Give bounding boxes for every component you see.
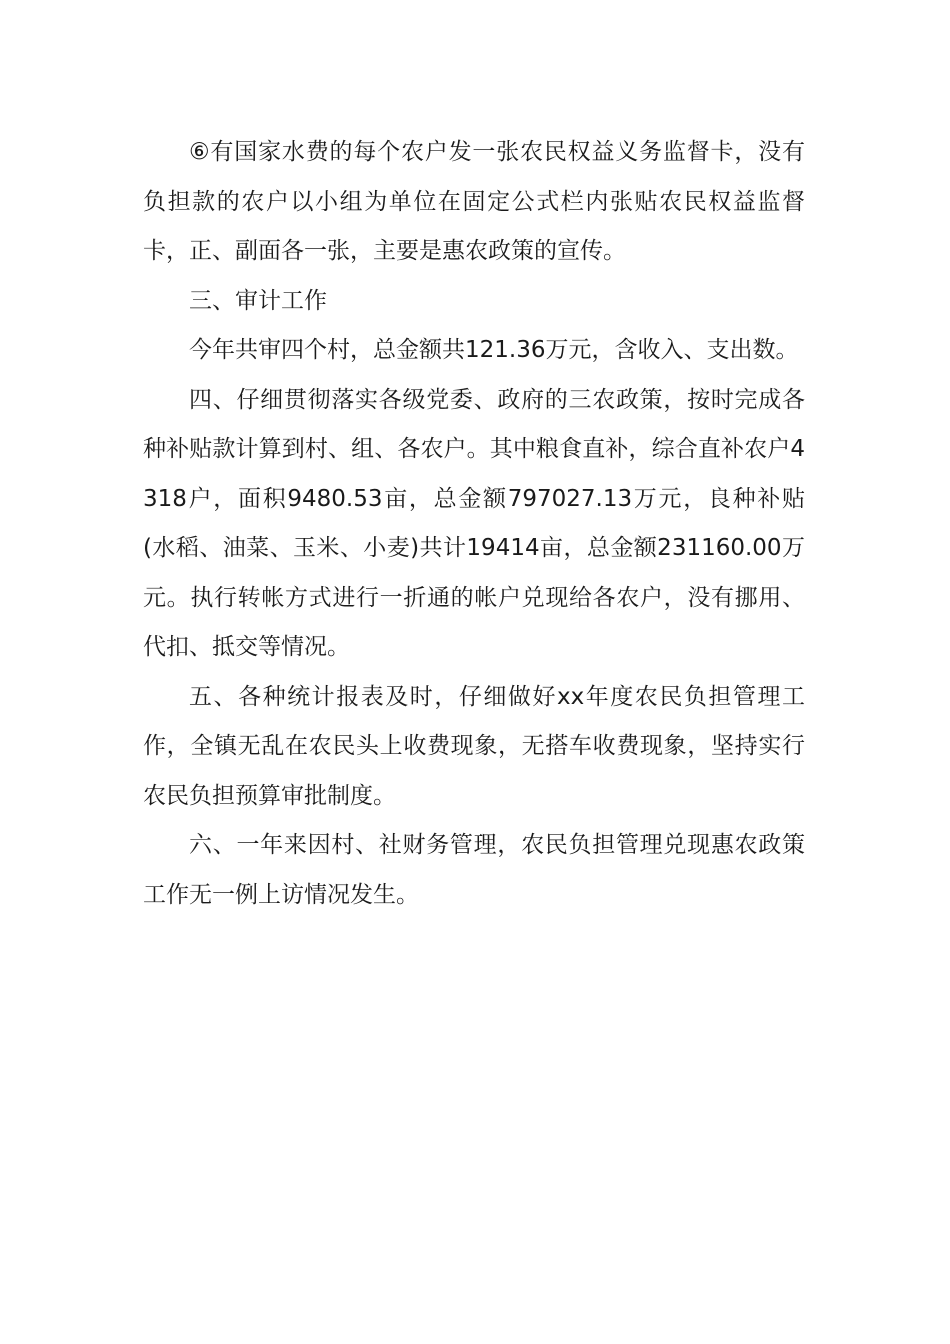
paragraph-statistics-reports: 五、各种统计报表及时，仔细做好xx年度农民负担管理工作，全镇无乱在农民头上收费现象，无搭车收费现象，坚持实行农民负担预算审批制度。 xyxy=(143,683,805,809)
document-body xyxy=(143,128,805,920)
paragraph-no-petitions: 六、一年来因村、社财务管理，农民负担管理兑现惠农政策工作无一例上访情况发生。 xyxy=(143,832,805,908)
section-heading-audit: 三、审计工作 xyxy=(189,287,327,314)
paragraph-supervision-card: ⑥有国家水费的每个农户发一张农民权益义务监督卡，没有负担款的农户以小组为单位在固定公式栏内张贴农民权益监督卡，正、副面各一张，主要是惠农政策的宣传。 xyxy=(143,139,805,264)
paragraph-audit-summary: 今年共审四个村，总金额共121.36万元，含收入、支出数。 xyxy=(189,337,799,363)
paragraph-subsidy-policy: 四、仔细贯彻落实各级党委、政府的三农政策，按时完成各种补贴款计算到村、组、各农户。其中粮食直补，综合直补农户4318户，面积9480.53亩，总金额797027.13万元，良种补贴(水稻、油菜、玉米、小麦)共计19414亩，总金额231160.00万元。执行转帐方式进行一折通的帐户兑现给各农户，没有挪用、代扣、抵交等情况。 xyxy=(143,386,805,660)
